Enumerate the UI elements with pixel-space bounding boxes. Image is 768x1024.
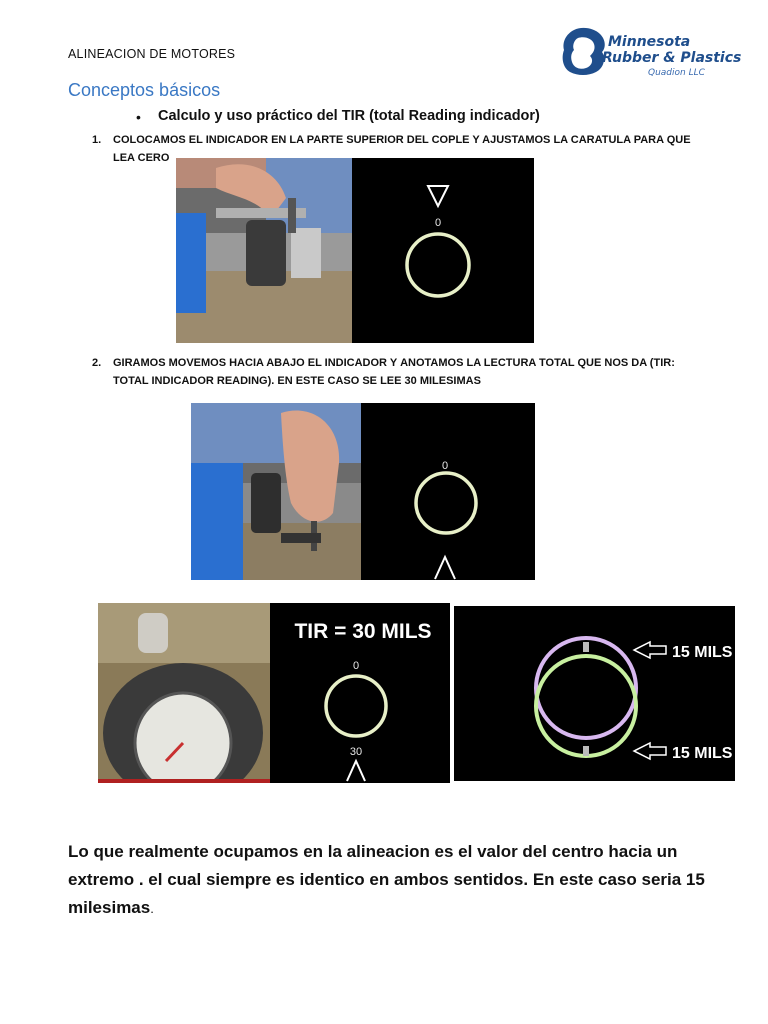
figure-3-image — [98, 603, 450, 783]
figure-2-image — [191, 403, 535, 580]
conclusion-main: Lo que realmente ocupamos en la alineacion es el valor del centro hacia un extremo . el cual siempre es identico en ambos sentidos. En este caso seria 15 milesimas — [68, 842, 705, 917]
figure-1-image — [176, 158, 534, 343]
figure-1-photo — [176, 158, 534, 343]
step-1-text: COLOCAMOS EL INDICADOR EN LA PARTE SUPERIOR DEL COPLE Y AJUSTAMOS LA CARATULA PARA QUE LEA CERO — [113, 134, 691, 164]
bullet-dot: • — [136, 109, 141, 125]
step-2-text-after: LA LECTURA TOTAL QUE NOS DA (TIR: TOTAL INDICADOR READING). EN ESTE CASO SE LEE 30 MILESIMAS — [113, 357, 675, 387]
conclusion-tail: . — [150, 901, 154, 916]
bullet-text: Calculo y uso práctico del TIR (total Reading indicador) — [158, 108, 540, 124]
conclusion-text — [68, 838, 728, 923]
fig4-label-bottom: 15 MILS — [672, 745, 733, 762]
company-logo — [560, 26, 750, 82]
logo-line-2: Rubber & Plastics — [602, 50, 742, 66]
step-2-text-bold: ANOTAMOS — [400, 357, 464, 369]
figure-2-photo — [191, 403, 535, 580]
logo-line-1: Minnesota — [608, 34, 691, 50]
fig2-dial-label: 0 — [441, 460, 449, 472]
logo-line-3: Quadion LLC — [648, 68, 705, 78]
fig1-dial-label: 0 — [434, 217, 442, 229]
fig3-top-label: 0 — [352, 660, 360, 672]
step-2-number: 2. — [92, 357, 102, 369]
step-2-text-before: GIRAMOS MOVEMOS HACIA ABAJO EL INDICADOR Y — [113, 357, 401, 369]
step-1-number: 1. — [92, 134, 102, 146]
figure-4-diagram — [454, 606, 735, 781]
figure-4-image — [454, 606, 735, 781]
fig3-bottom-label: 30 — [349, 746, 363, 758]
figure-3-photo — [98, 603, 450, 783]
step-2-text — [113, 354, 708, 390]
fig3-title: TIR = 30 MILS — [294, 620, 432, 643]
section-title: Conceptos básicos — [68, 80, 221, 100]
header-title: ALINEACION DE MOTORES — [68, 47, 236, 61]
fig4-label-top: 15 MILS — [672, 644, 733, 661]
logo-mark-icon — [560, 26, 608, 78]
